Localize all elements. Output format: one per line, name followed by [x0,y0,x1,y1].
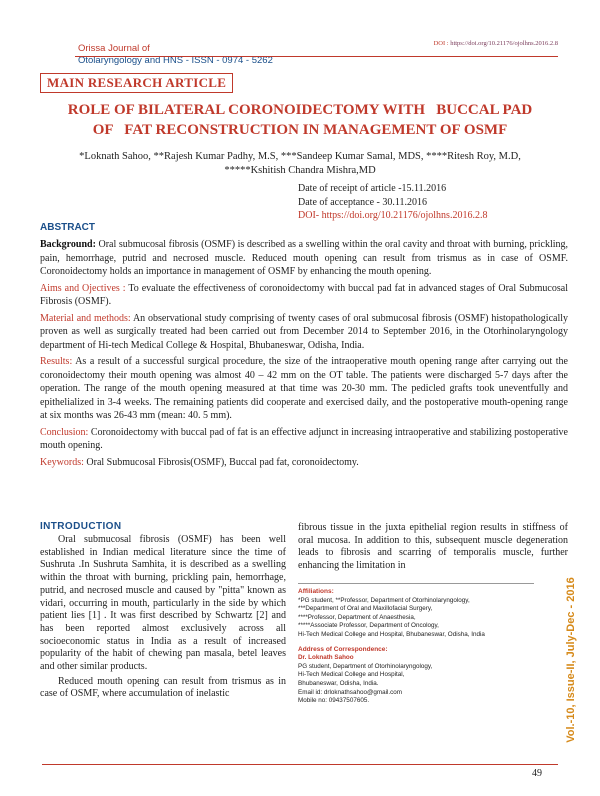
title-line-1: ROLE OF BILATERAL CORONOIDECTOMY WITH BUCCAL PAD [67,102,533,118]
intro-paragraph-1: Oral submucosal fibrosis (OSMF) has been well established in Indian medical literature since the time of Sushruta .In Sushruta Samhita, it is described as a swelling within the throat with burning, prickling pain, hemorrhage, putrid, and necrosed muscle and caused by "pitta" known as vidari, occurring in mouth, particularly in the side by which patient lies [1] . It was first described by Schwartz [2] and has been reported almost exclusively across all socioeconomic status in India as a result of increased popularity of the habit of chewing pan masala, betel leaves and other similar products. [40,534,286,673]
keywords-text: Oral Submucosal Fibrosis(OSMF), Buccal pad fat, coronoidectomy. [83,456,359,468]
abstract-heading: ABSTRACT [40,222,95,233]
authors-line-1: *Loknath Sahoo, **Rajesh Kumar Padhy, M.S, ***Sandeep Kumar Samal, MDS, ****Ritesh Roy, M.D, [79,151,521,162]
left-column [40,534,286,701]
footer-divider [42,764,558,765]
correspondence-email: Email id: drloknathsahoo@gmail.com [298,688,403,696]
correspondence-phone: Mobile no: 09437507605. [298,697,370,705]
author-list [40,150,560,178]
conclusion-text: Coronoidectomy with buccal pad of fat is an effective adjunct in increasing intraoperative and stabilizing postoperative mouth opening. [40,426,568,451]
receipt-date: Date of receipt of article -15.11.2016 [298,183,447,194]
methods-text: An observational study comprising of twenty cases of oral submucosal fibrosis (OSMF) histopathologically proven as well as surgically treated had been carried out from December 2014 to September 2016, in the Otorhinolaryngology department of Hi-tech Medical College & Hospital, Bhubaneswar, Odisha, India. [40,312,569,351]
section-label: MAIN RESEARCH ARTICLE [40,73,233,93]
affiliations-box [298,583,534,706]
journal-name [78,43,273,67]
abstract-background [40,238,568,279]
affiliation-line: ****Professor, Department of Anaesthesia, [298,613,416,621]
correspondence-name: Dr. Loknath Sahoo [298,654,354,662]
article-title [40,100,560,140]
aims-text: To evaluate the effectiveness of coronoidectomy with buccal pad fat in advanced stages of Oral Submucosal Fibrosis (OSMF). [40,282,568,307]
intro-paragraph-2: Reduced mouth opening can result from trismus as in case of OSMF, where accumulation of inelastic [40,675,286,700]
abstract-body [40,238,568,472]
page-number: 49 [532,768,542,779]
affiliation-line: ***Department of Oral and Maxillofacial Surgery, [298,605,433,613]
header-doi [434,40,558,47]
affiliation-line: Hi-Tech Medical College and Hospital, Bhubaneswar, Odisha, India [298,630,485,638]
correspondence-line: PG student, Department of Otorhinolaryngology, [298,662,433,670]
introduction-heading: INTRODUCTION [40,521,122,532]
aims-label: Aims and Ojectives : [40,282,126,294]
header-doi-link[interactable]: https://doi.org/10.21176/ojolhns.2016.2.8 [450,40,558,47]
conclusion-label: Conclusion: [40,426,89,438]
article-doi-link[interactable]: DOI- https://doi.org/10.21176/ojolhns.2016.2.8 [298,210,488,221]
title-line-2: OF FAT RECONSTRUCTION IN MANAGEMENT OF OSMF [92,122,508,138]
abstract-aims [40,282,568,309]
authors-line-2: *****Kshitish Chandra Mishra,MD [224,165,376,176]
correspondence-line: Hi-Tech Medical College and Hospital, [298,671,405,679]
affiliation-line: *PG student, **Professor, Department of Otorhinolaryngology, [298,596,470,604]
affiliations-heading: Affiliations: [298,588,334,595]
results-label: Results: [40,356,73,367]
results-text: As a result of a successful surgical procedure, the size of the intraoperative mouth opening range after carrying out the coronoidectomy their mouth opening was almost 40 – 42 mm on the OT table. The patients were discharged 5-7 days after the operation. The range of the mouth opening measured at that time was 20-30 mm. The pedicled grafts took uneventfully and epithelialized in 3-4 weeks. The remaining patients did cooperate and exercised daily, and the postoperative mouth-opening range at six months was 26-43 mm (mean: 40. 5 mm). [40,356,568,421]
article-dates [298,182,487,223]
abstract-keywords [40,456,568,470]
correspondence-line: Bhubaneswar, Odisha, India. [298,679,379,687]
right-column-text: fibrous tissue in the juxta epithelial region results in stiffness of oral mucosa. In addition to this, subsequent muscle degeneration leads to fibrosis and scarring of temporalis muscle, further enhancing the limitation in [298,522,568,572]
journal-line-1: Orissa Journal of [78,43,150,54]
abstract-methods [40,312,568,353]
journal-line-2: Otolaryngology and HNS - ISSN - 0974 - 5262 [78,55,273,66]
background-label: Background: [40,239,96,250]
header-doi-label: DOI : [433,40,449,47]
abstract-conclusion [40,426,568,453]
acceptance-date: Date of acceptance - 30.11.2016 [298,196,428,208]
volume-sidebar [560,570,582,750]
keywords-label: Keywords: [40,456,84,468]
volume-label: Vol.-10, Issue-II, July-Dec - 2016 [565,577,577,743]
header-divider [75,56,558,57]
abstract-results [40,355,568,423]
methods-label: Material and methods: [40,312,131,324]
affiliation-line: *****Associate Professor, Department of Oncology, [298,622,439,630]
background-text: Oral submucosal fibrosis (OSMF) is described as a swelling within the oral cavity and throat with burning, prickling, pain, hemorrhage, putrid and necrosed muscle. Reduced mouth opening can result from trismus as in case of OSMF. Coronoidectomy holds an importance in management of OSMF by enhancing the mouth opening. [40,239,568,277]
correspondence-heading: Address of Correspondence: [298,645,388,653]
